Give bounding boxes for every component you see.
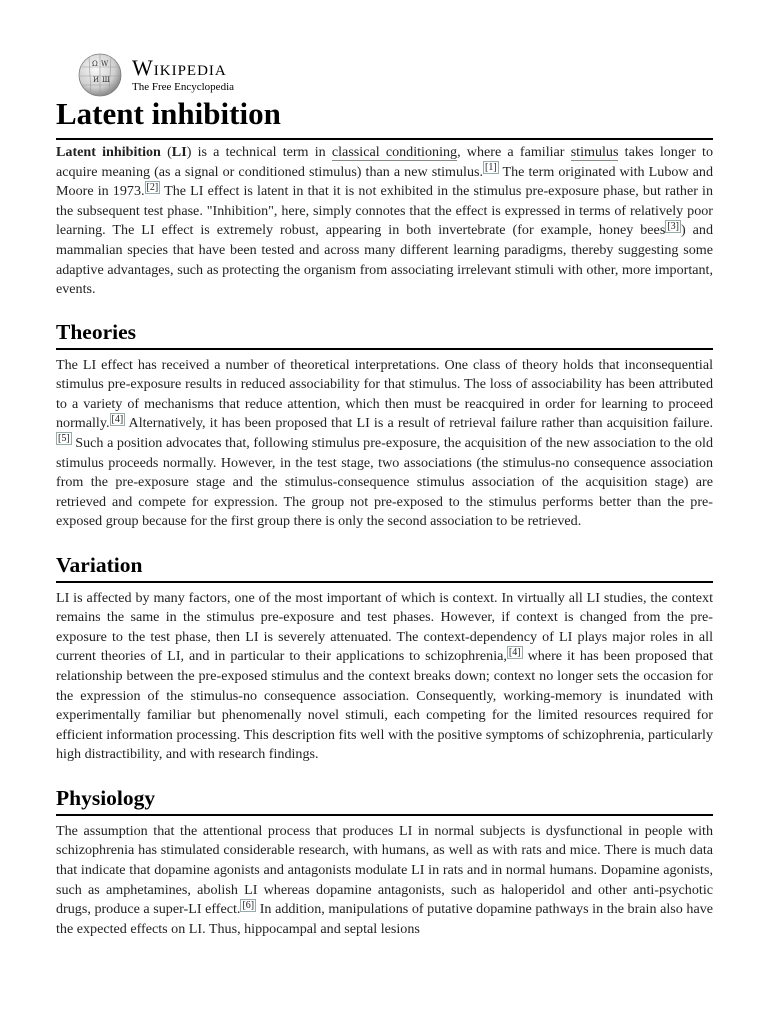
- link-classical-conditioning[interactable]: classical conditioning: [331, 144, 458, 160]
- globe-glyph: Ш: [102, 76, 110, 84]
- physiology-paragraph: The assumption that the attentional process that produces LI in normal subjects is dysfunctional in people with schizophrenia has stimulated considerable research, with humans, as well as with rats and mice. There is much data that indicate that dopamine agonists and antagonists modulate LI in rats and in normal humans. Dopamine agonists, such as amphetamines, abolish LI whereas dopamine antagonists, such as haloperidol and other anti-psychotic drugs, produce a super-LI effect. [6] In addition, manipulations of putative dopamine pathways in the brain also have the expected effects on LI. Thus, hippocampal and septal lesions: [56, 822, 714, 937]
- wordmark-tagline: The Free Encyclopedia: [132, 81, 235, 93]
- citation-5[interactable]: [5]: [58, 433, 70, 445]
- wikipedia-header: [74, 52, 234, 98]
- citation-3[interactable]: [3]: [667, 220, 679, 232]
- heading-variation: Variation: [56, 553, 713, 583]
- page-title: Latent inhibition: [56, 95, 713, 140]
- citation-6[interactable]: [6]: [242, 899, 255, 911]
- globe-glyph: И: [93, 76, 100, 84]
- citation-4[interactable]: [4]: [111, 413, 124, 425]
- lead-term: Latent inhibition: [56, 144, 161, 160]
- intro-paragraph: Latent inhibition (LI) is a technical term in classical conditioning, where a familiar stimulus takes longer to acquire meaning (as a signal or conditioned stimulus) than a new stimulus. [1] The term originated with Lubow and Moore in 1973. [2] The LI effect is latent in that it is not exhibited in the stimulus pre-exposure phase, but rather in the subsequent test phase. "Inhibition", here, simply connotes that the effect is expressed in terms of relatively poor learning. The LI effect is extremely robust, appearing in both invertebrate (for example, honey bees [3] ) and mammalian species that have been tested and across many different learning paradigms, thereby suggesting some adaptive advantages, such as protecting the organism from associating irrelevant stimuli with other, more important, events.: [56, 144, 714, 298]
- heading-physiology: Physiology: [56, 786, 713, 816]
- link-stimulus[interactable]: stimulus: [570, 144, 619, 160]
- globe-glyph: Ω: [92, 60, 98, 68]
- citation-1[interactable]: [1]: [485, 161, 497, 173]
- globe-glyph: W: [101, 60, 109, 68]
- heading-theories: Theories: [56, 320, 713, 350]
- wikipedia-globe-logo[interactable]: [74, 52, 126, 98]
- citation-4[interactable]: [4]: [508, 646, 521, 658]
- wordmark-title: Wikipedia: [132, 55, 227, 80]
- wikipedia-wordmark[interactable]: [132, 57, 234, 93]
- abbreviation: LI: [171, 144, 187, 160]
- article-body: [56, 143, 713, 939]
- variation-paragraph: LI is affected by many factors, one of the most important of which is context. In virtually all LI studies, the context remains the same in the stimulus pre-exposure and test phases. However, if context is changed from the pre-exposure to the test phase, then LI is severely attenuated. The context-dependency of LI plays major roles in all current theories of LI, and in particular to their applications to schizophrenia, [4] where it has been proposed that relationship between the pre-exposed stimulus and the context breaks down; context no longer sets the occasion for the expression of the stimulus-no consequence association. Consequently, working-memory is inundated with experimentally familiar but phenomenally novel stimuli, each competing for the limited resources required for efficient information processing. This description fits well with the positive symptoms of schizophrenia, particularly high distractibility, and with research findings.: [56, 589, 713, 763]
- citation-2[interactable]: [2]: [146, 181, 159, 193]
- theories-paragraph: The LI effect has received a number of theoretical interpretations. One class of theory holds that inconsequential stimulus pre-exposure results in reduced associability for that stimulus. The loss of associability has been attributed to a variety of mechanisms that reduce attention, which then must be reacquired in order for learning to proceed normally. [4] Alternatively, it has been proposed that LI is a result of retrieval failure rather than acquisition failure.[5] Such a position advocates that, following stimulus pre-exposure, the acquisition of the new association to the old stimulus proceeds normally. However, in the test stage, two associations (the stimulus-no consequence association from the pre-exposure stage and the stimulus-consequence stimulus association of the acquisition stage) are retrieved and compete for expression. The group not pre-exposed to the stimulus performs better than the pre-exposed group because for the first group there is only the second association to be retrieved.: [56, 356, 713, 530]
